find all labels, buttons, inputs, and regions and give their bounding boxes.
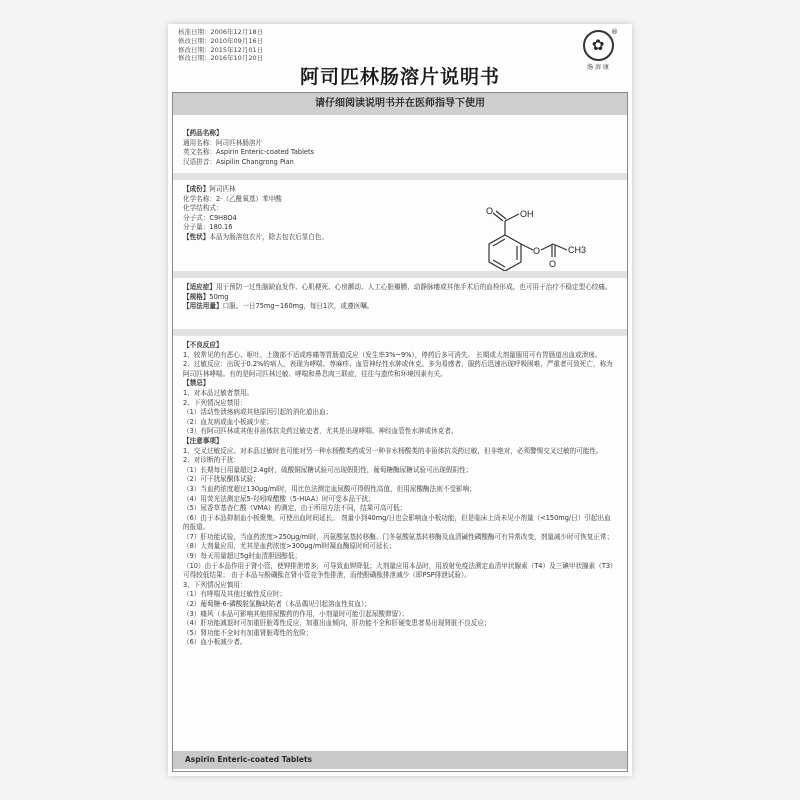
text-line: （5）尿香草基杏仁酸（VMA）的测定，由于所用方法不同，结果可高可低；	[183, 504, 407, 513]
text-line: （1）活动性溃疡病或其他原因引起的消化道出血；	[183, 408, 333, 417]
text-line: 2、过敏反应：出现于0.2%的病人，表现为哮喘、荨麻疹、血管神经性水肿或休克。多为易感者，服药后迅速出现呼吸困难，严重者可致死亡，称为阿司匹林哮喘。有的是阿司匹林过敏、哮喘和鼻息肉三联症，往往与遗传和环境因素有关。	[183, 360, 613, 378]
date-line: 核准日期：2006年12月18日	[178, 28, 264, 36]
document-title: 阿司匹林肠溶片说明书	[299, 66, 500, 88]
oh-label: OH	[520, 209, 534, 219]
text-line: （1）有哮喘及其他过敏性反应时；	[183, 590, 287, 599]
text-line: 1、较常见的有恶心、呕吐、上腹部不适或疼痛等胃肠道反应（发生率3%~9%），停药后多可消失。 长期或大剂量服用可有胃肠道出血或溃疡。	[183, 350, 602, 359]
indications-text: 用于预防一过性脑缺血发作、心肌梗死、心房颤动、人工心脏瓣膜、动静脉瘘或其他手术后的血栓形成。也可用于治疗不稳定型心绞痛。	[215, 283, 612, 291]
text-line: 汉语拼音：Asipilin Changrong Pian	[183, 157, 294, 166]
date-line: 修改日期：2010年09月16日	[178, 36, 264, 45]
text-line: 化学名称：2-（乙酰氧基）苯甲酸	[183, 194, 282, 203]
text-line: （9）每天用量超过5g时血清胆固醇低；	[183, 552, 302, 561]
text-line: （1）长期每日用量超过2.4g时，硫酸铜尿糖试验可出现假阳性，葡萄糖酶尿糖试验可出现假阴性；	[183, 465, 473, 474]
spec-text: 50mg	[209, 292, 229, 301]
appearance-text: 本品为肠溶包衣片，除去包衣后显白色。	[209, 232, 329, 241]
text-line: （8）大剂量应用，尤其是血药浓度>300μg/ml时凝血酶原时间可延长；	[183, 542, 396, 551]
instruction-banner: 请仔细阅读说明书并在医师指导下使用	[173, 93, 627, 115]
text-line: 1、对本品过敏者禁用。	[183, 388, 254, 397]
section-divider	[173, 329, 627, 336]
text-line: 分子量：180.16	[183, 223, 233, 232]
text-line: （2）葡萄糖-6-磷酸脱氢酶缺陷者（本品偶见引起溶血性贫血）；	[183, 600, 371, 609]
text-line: （10）由于本品作用于肾小管，使钾排泄增多，可导致血钾降低；大剂量应用本品时，用放射免疫法测定血清甲状腺素（T4）及三碘甲状腺素（T3）可得较低结果； 由于本品与酚磺酞在肾小管竞争性排泄，而使酚磺酞排泄减少（即PSP排泄试验）。	[183, 561, 617, 580]
text-line: （7）肝功能试验，当血药浓度>250μg/ml时，丙氨酸氨基转移酶、门冬氨酸氨基转移酶及血清碱性磷酸酶可有异常改变，剂量减少时可恢复正常；	[183, 532, 614, 541]
content-frame	[172, 92, 628, 772]
text-line: 英文名称：Aspirin Enteric-coated Tablets	[183, 148, 314, 157]
ester-bond	[541, 244, 553, 250]
text-line: 2、对诊断的干扰：	[183, 456, 240, 465]
flower-logo-icon: ✿	[583, 30, 614, 61]
text-line: （2）血友病或血小板减少症；	[183, 417, 273, 426]
section-divider	[173, 173, 627, 180]
ingredient: 阿司匹林	[209, 185, 236, 193]
carbonyl-o-label: O	[549, 259, 557, 269]
section-heading: 【成份】	[183, 185, 210, 193]
footer-bar: Aspirin Enteric-coated Tablets	[173, 751, 627, 769]
text-line: （3）痛风（本品可影响其他排尿酸药的作用，小剂量时可能引起尿酸滞留）；	[183, 609, 409, 618]
text-line: 化学结构式：	[183, 204, 223, 213]
text-line: （5）肾功能不全时有加重肾脏毒性的危险；	[183, 628, 313, 637]
text-line: （2）可干扰尿酮体试验；	[183, 475, 260, 484]
section-composition	[183, 185, 463, 243]
section-heading: 【适应症】	[183, 283, 216, 291]
registered-mark: ®	[611, 28, 618, 36]
text-line: 通用名称：阿司匹林肠溶片	[183, 138, 263, 147]
section-indications	[183, 283, 617, 312]
ester-bond	[521, 244, 533, 250]
brand-name: 肠 溶 康	[587, 64, 609, 71]
section-safety	[183, 341, 617, 648]
date-line: 修改日期：2015年12月01日	[178, 45, 264, 54]
carboxyl-oh-bond	[505, 214, 519, 221]
text-line: （4）用荧光法测定尿5-羟吲哚醋酸（5-HIAA）时可受本品干扰；	[183, 494, 375, 503]
leaflet-sheet	[168, 24, 632, 776]
text-line: 1、交叉过敏反应。对本品过敏时也可能对另一种水杨酸类药或另一种非水杨酸类的非甾体抗炎药过敏，但非绝对，必须警惕交叉过敏的可能性。	[183, 446, 603, 455]
section-heading: 【禁忌】	[183, 379, 210, 388]
text-line: 分子式：C9H8O4	[183, 213, 237, 222]
section-heading: 【药品名称】	[183, 129, 223, 137]
section-heading: 【规格】	[183, 292, 210, 301]
acid-o-label: O	[486, 206, 494, 216]
carboxyl-double-bond	[496, 211, 506, 219]
section-drug-name	[183, 129, 617, 167]
date-line: 修改日期：2016年10月20日	[178, 54, 264, 63]
text-line: 3、下列情况应慎用：	[183, 580, 247, 589]
section-heading: 【用法用量】	[183, 302, 223, 311]
text-line: （3）当血药浓度超过130μg/ml时，用比色法测定血尿酸可得假性高值，但用尿酸酶法则不受影响；	[183, 484, 476, 493]
section-heading: 【性状】	[183, 232, 210, 241]
usage-text: 口服。一日75mg~160mg，每日1次，或遵医嘱。	[222, 302, 374, 311]
text-line: （6）血小板减少者。	[183, 638, 247, 647]
carboxyl-double-bond	[493, 213, 503, 221]
text-line: （6）由于本品抑制血小板聚集，可使出血时间延长。 剂量小到40mg/日也会影响血小板功能，但是临床上尚未见小剂量（<150mg/日）引起出血的报道。	[183, 513, 611, 532]
ester-o-label: O	[533, 246, 541, 256]
revision-dates	[178, 28, 263, 63]
text-line: 2、下列情况应禁用：	[183, 398, 247, 407]
benzene-ring	[489, 235, 521, 271]
ch3-label: CH3	[568, 245, 587, 255]
text-line: （3）有阿司匹林或其他非甾体抗炎药过敏史者，尤其是出现哮喘、神经血管性水肿或休克者。	[183, 427, 458, 436]
text-line: （4）肝功能减退时可加重肝脏毒性反应，加重出血倾向，肝功能不全和肝硬变患者易出现肾脏不良反应；	[183, 619, 491, 628]
section-heading: 【不良反应】	[183, 341, 223, 349]
section-divider	[173, 271, 627, 278]
section-heading: 【注意事项】	[183, 436, 223, 445]
